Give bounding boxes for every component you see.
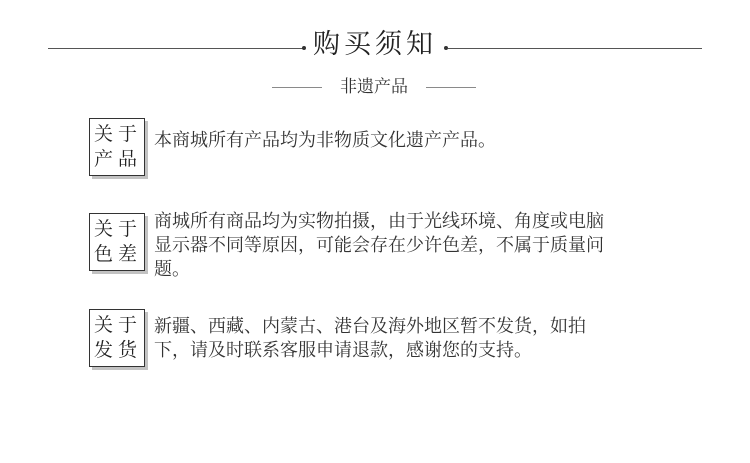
section-text-shipping — [154, 315, 694, 363]
section-tag-line: 关于 — [93, 123, 142, 145]
page-subtitle: 非遗产品 — [340, 77, 408, 97]
title-divider-left — [48, 48, 303, 49]
section-tag-shipping — [89, 309, 145, 367]
section-tag-line: 产品 — [93, 148, 142, 170]
page-title: 购买须知 — [313, 29, 437, 60]
subtitle-divider-right — [426, 87, 476, 88]
section-text-line: 题。 — [154, 259, 190, 280]
section-tag-line: 色差 — [93, 243, 142, 265]
section-text-line: 本商城所有产品均为非物质文化遗产产品。 — [154, 130, 496, 151]
section-text-product — [154, 129, 694, 153]
subtitle-divider-left — [272, 87, 322, 88]
section-tag-color — [89, 213, 145, 271]
section-tag-product — [89, 118, 145, 176]
section-tag-line: 关于 — [93, 218, 142, 240]
section-text-line: 显示器不同等原因，可能会存在少许色差，不属于质量问 — [154, 235, 604, 256]
section-tag-line: 关于 — [93, 314, 142, 336]
section-text-line: 新疆、西藏、内蒙古、港台及海外地区暂不发货，如拍 — [154, 316, 586, 337]
section-tag-line: 发货 — [93, 339, 142, 361]
title-dot-left — [302, 46, 306, 50]
section-text-color — [154, 210, 694, 282]
title-divider-right — [448, 48, 702, 49]
section-text-line: 商城所有商品均为实物拍摄，由于光线环境、角度或电脑 — [154, 211, 604, 232]
section-text-line: 下，请及时联系客服申请退款，感谢您的支持。 — [154, 340, 532, 361]
